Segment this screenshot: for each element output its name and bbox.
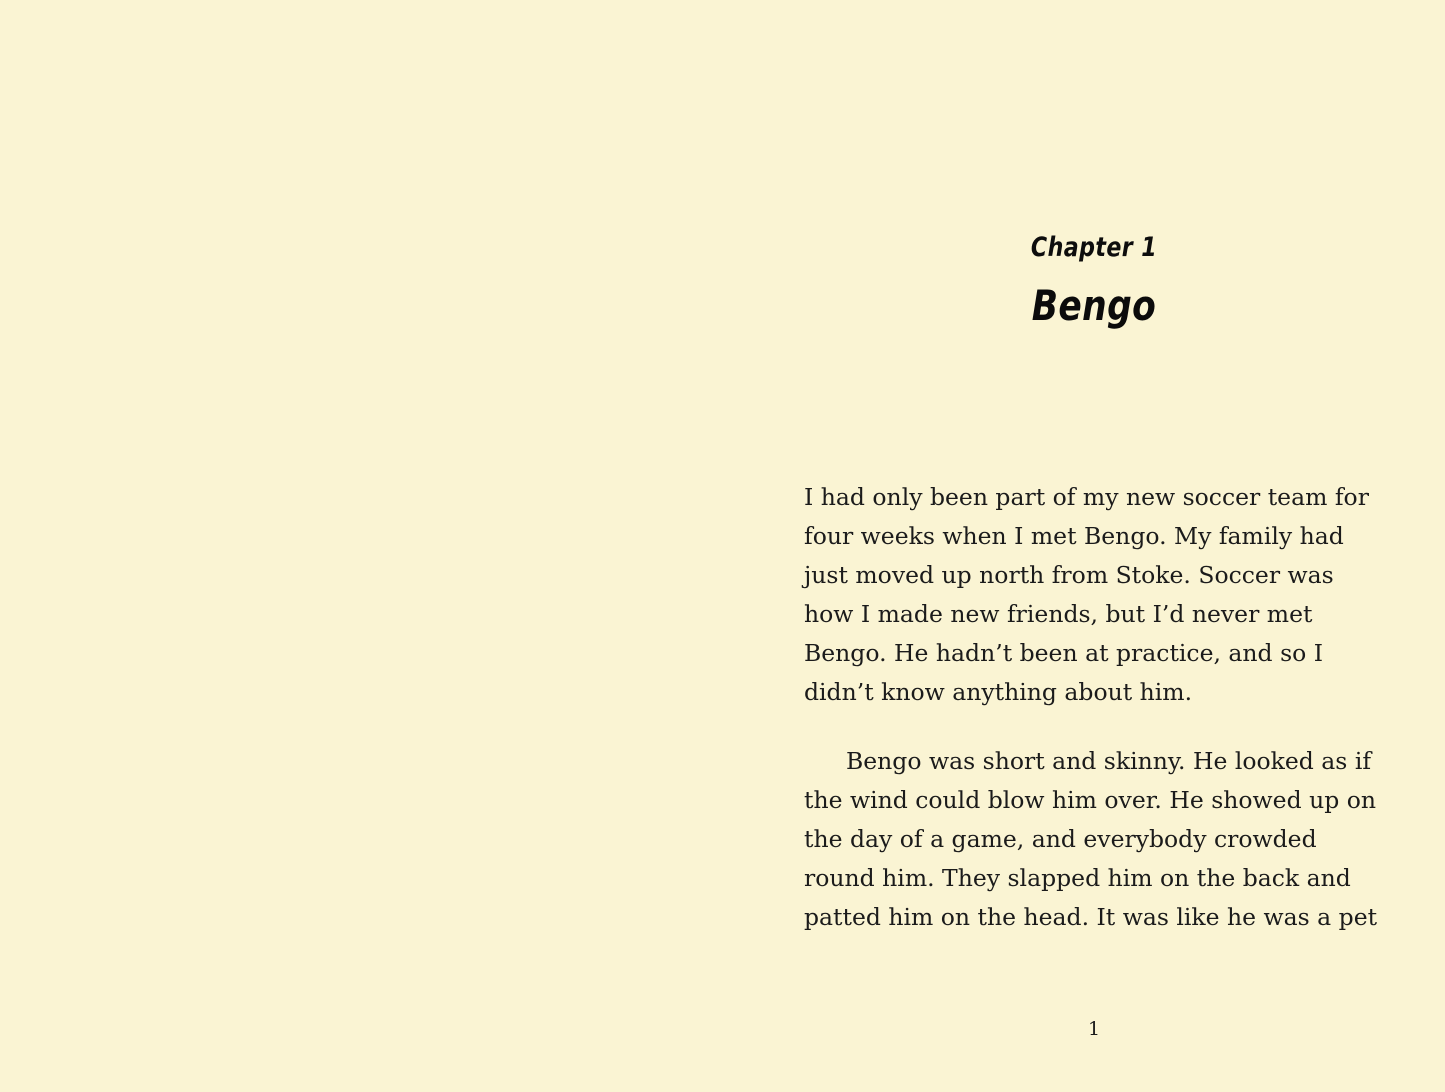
chapter-label: Chapter 1: [1030, 232, 1158, 263]
text-column: [804, 0, 1384, 1092]
chapter-title: Bengo: [1031, 281, 1157, 330]
paragraph: Bengo was short and skinny. He looked as if the wind could blow him over. He showed up on the day of a game, and everybody crowded round him. They slapped him on the back and patted him on the head. It was like he was a pet: [804, 747, 1378, 931]
body-text: [804, 478, 1382, 937]
paragraph: I had only been part of my new soccer team for four weeks when I met Bengo. My family had just moved up north from Stoke. Soccer was how I made new friends, but I’d never met Bengo. He hadn’t been at practice, and so I didn’t know anything about him.: [804, 483, 1369, 706]
page-number: 1: [1087, 1018, 1101, 1040]
